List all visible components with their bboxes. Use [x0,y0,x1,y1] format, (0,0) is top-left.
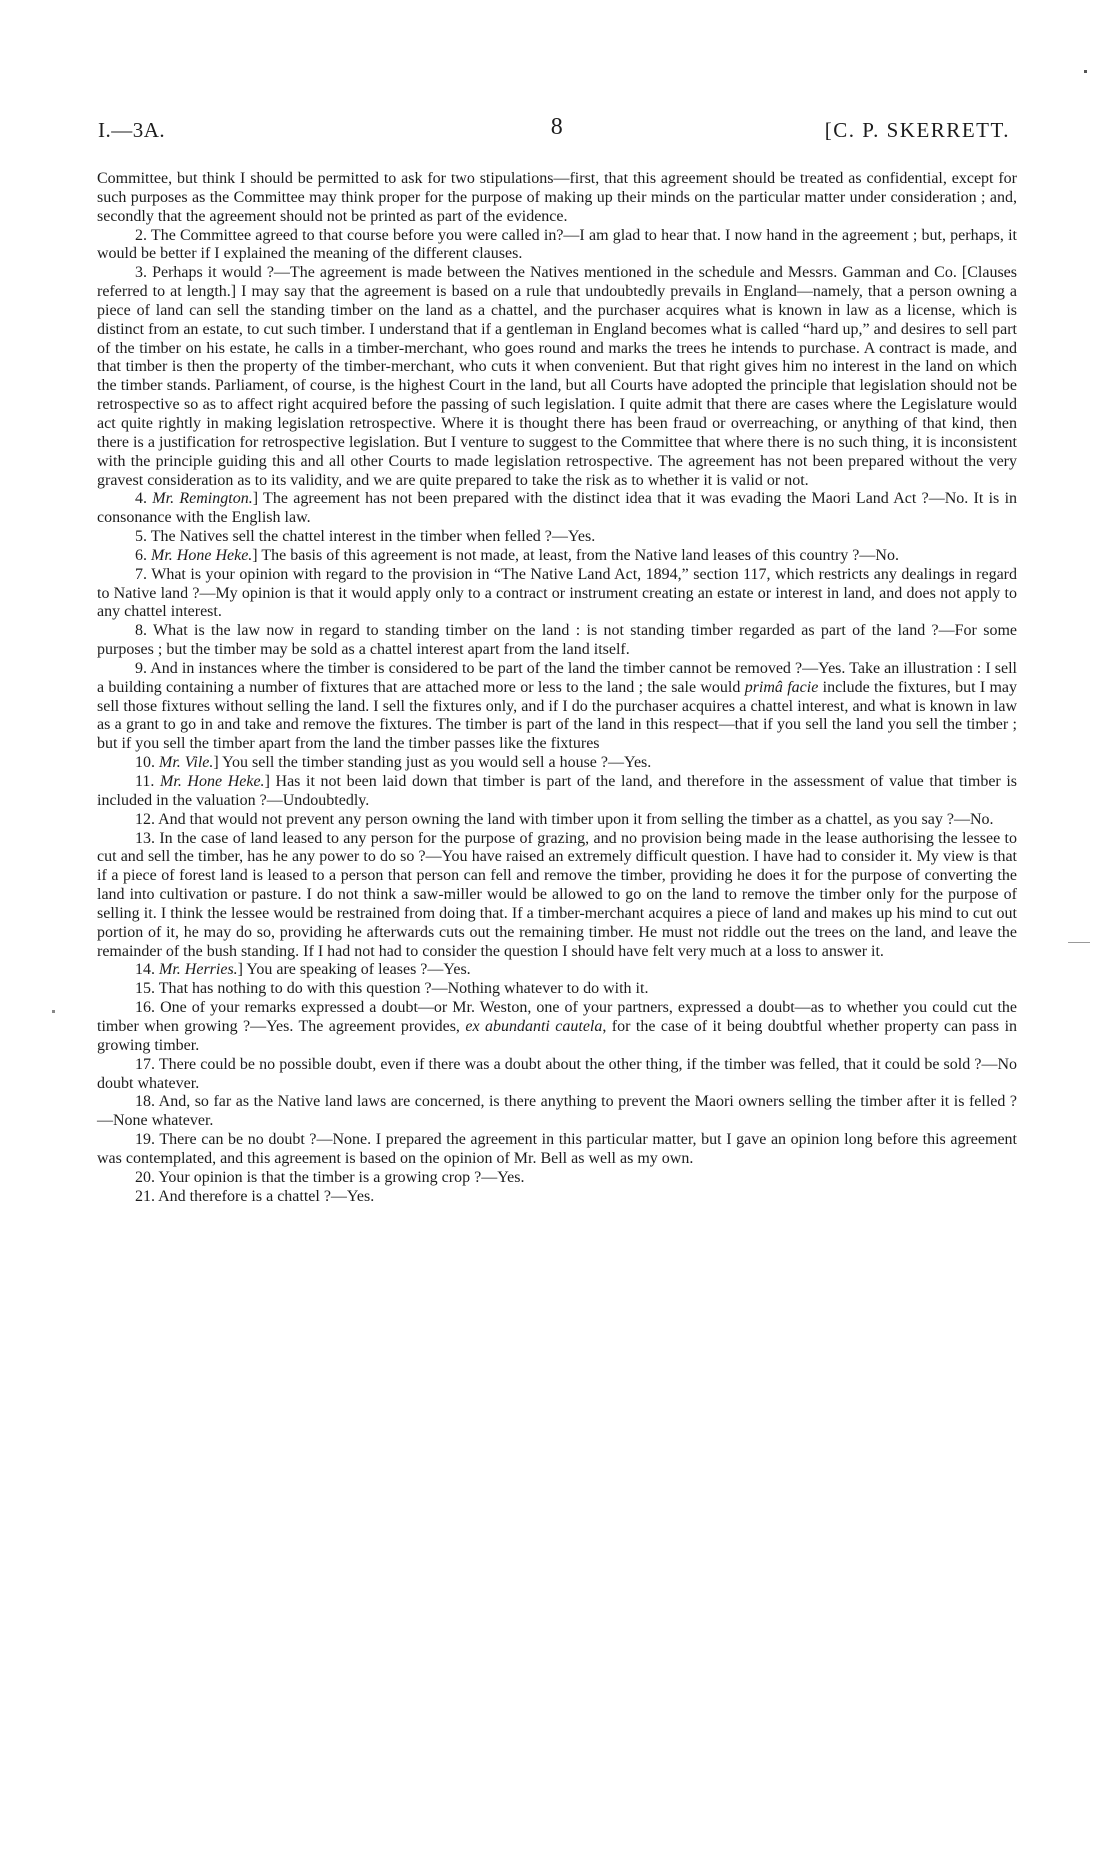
question-number: 21. [135,1187,155,1205]
paragraph-text: What is the law now in regard to standing timber on the land : is not standing timber regarded as part of the land ?—For some purposes ; but the timber may be sold as a chattel interest apart from the land itself. [97,622,1017,659]
question-number: 13. [135,829,155,847]
speaker-name: Mr. Hone Heke. [151,546,253,564]
paragraph-text: The agreement has not been prepared with the distinct idea that it was evading the Maori Land Act ?—No. It is in consonance with the English law. [97,490,1018,527]
question-number: 20. [135,1168,155,1186]
paragraph-5 [97,528,1017,547]
paragraph-18 [97,1093,1017,1131]
paragraph-text: include the fixtures, but I may sell those fixtures without selling the land. I sell the fixtures only, and if I do the purchaser acquires a chattel interest, and what is known in law as a grant to go in and take and remove the fixtures. The timber is part of the land in this respect—that if you sell the land you sell the timber ; but if you sell the timber apart from the land the timber passes like the fixtures [97,678,1017,753]
paragraph-3 [97,264,1017,490]
paragraph-2 [97,227,1017,265]
parliamentary-paper-reference: I.—3A. [98,118,166,142]
question-number: 7. [135,565,147,583]
question-number: 4. [135,490,147,508]
question-number: 10. [135,754,155,772]
paragraph-text: There could be no possible doubt, even if there was a doubt about the other thing, if the timber was felled, that it could be sold ?—No doubt whatever. [97,1055,1017,1092]
paragraph-20 [97,1169,1017,1188]
paragraph-10: 10. Mr. Vile.] You sell the timber standing just as you would sell a house ?—Yes. [135,754,652,772]
page-number: 8 [550,114,564,140]
paragraph-text: The Natives sell the chattel interest in the timber when felled ?—Yes. [150,528,596,546]
paragraph-11: 11. Mr. Hone Heke.] Has it not been laid down that timber is part of the land, and therefore in the assessment of value that timber is included in the valuation ?—Undoubtedly. [97,773,1018,809]
speaker-name: Mr. Vile. [159,754,214,772]
paragraph-text: And in instances where the timber is considered to be part of the land the timber cannot be removed ?—Yes. Take an illustration : I sell a building containing a number of fixtures that are attached more or less to the land ; the sale would [97,659,1017,696]
paragraph-21 [97,1188,1017,1207]
paragraph-8 [97,622,1017,660]
question-number: 6. [135,546,147,564]
paragraph-1 [97,170,1017,227]
paragraph-14: 14. Mr. Herries.] You are speaking of leases ?—Yes. [135,961,471,979]
paragraph-4: 4. Mr. Remington.] The agreement has not been prepared with the distinct idea that it was evading the Maori Land Act ?—No. It is in consonance with the English law. [97,490,1018,527]
margin-mark [1068,942,1090,943]
speaker-name: Mr. Hone Heke. [160,773,265,790]
paragraph-12 [97,811,1017,830]
question-number: 16. [135,999,155,1017]
paragraph-16 [97,999,1017,1056]
question-number: 5. [135,528,147,546]
question-number: 18. [135,1093,155,1111]
margin-mark [52,1010,55,1013]
question-number: 17. [135,1055,155,1073]
question-number: 9. [135,659,147,677]
paragraph-text: And therefore is a chattel ?—Yes. [158,1187,375,1205]
paragraph-text: The basis of this agreement is not made, at least, from the Native land leases of this country ?—No. [261,546,899,564]
paragraph-text: One of your remarks expressed a doubt—or Mr. Weston, one of your partners, expressed a doubt—as to whether you could cut the timber when growing ?—Yes. The agreement provides, [97,999,1017,1035]
evidence-body [97,170,1017,1206]
paragraph-text: You sell the timber standing just as you would sell a house ?—Yes. [222,754,652,772]
paragraph-text: There can be no doubt ?—None. I prepared the agreement in this particular matter, but I gave an opinion long before this agreement was contemplated, and this agreement is based on the opinion of Mr. Bell as well as my own. [97,1131,1018,1167]
paragraph-9 [97,660,1017,754]
paragraph-text: Committee, but think I should be permitted to ask for two stipulations—first, that this agreement should be treated as confidential, except for such purposes as the Committee may think proper for the purpose of making up their minds on the particular matter under consideration ; and, secondly that the agreement should not be printed as part of the evidence. [97,170,1017,225]
paragraph-19 [97,1131,1017,1169]
paragraph-text: , for the case of it being doubtful whether property can pass in growing timber. [97,1017,1018,1054]
paragraph-text: That has nothing to do with this question ?—Nothing whatever to do with it. [158,980,649,998]
question-number: 19. [135,1131,155,1149]
paragraph-text: What is your opinion with regard to the provision in “The Native Land Act, 1894,” section 117, which restricts any dealings in regard to Native land ?—My opinion is that it would apply only to a contract or instrument creating an estate or interest in land, and does not apply to any chattel interest. [97,565,1017,621]
paragraph-text: You are speaking of leases ?—Yes. [246,961,471,979]
question-number: 14. [135,961,155,979]
latin-phrase: primâ facie [744,678,819,696]
paragraph-text: And that would not prevent any person owning the land with timber upon it from selling the timber as a chattel, as you say ?—No. [158,810,994,828]
margin-mark [1084,70,1087,73]
paragraph-text: Perhaps it would ?—The agreement is made between the Natives mentioned in the schedule and Messrs. Gamman and Co. [Clauses referred to at length.] I may say that the agreement is based on a rule that undoubtedly prevails in England—namely, that a person owning a piece of land can sell the standing timber on the land as a chattel, and the purchaser acquires what is known in law as a license, which is distinct from an estate, to cut such timber. I understand that if a gentleman in England becomes what is called “hard up,” and desires to sell part of the timber on his estate, he calls in a timber-merchant, who goes round and marks the trees he intends to purchase. A contract is made, and that timber is then the property of the timber-merchant, who cuts it when convenient. But that right gives him no interest in the land on which the timber stands. Parliament, of course, is the highest Court in the land, but all Courts have adopted the principle that legislation should not be retrospective so as to affect right acquired before the passing of such legislation. I quite admit that there are cases where the Legislature would act quite rightly in making legislation retrospective. Where it is thought there has been fraud or overreaching, or anything of that kind, then there is a justification for retrospective legislation. But I venture to suggest to the Committee that where there is no such thing, it is inconsistent with the principle guiding this and all other Courts to made legislation retrospective. The agreement has not been prepared without the very gravest consideration as to its validity, and we are quite prepared to take the risk as to whether it is valid or not. [97,264,1018,489]
paragraph-6: 6. Mr. Hone Heke.] The basis of this agreement is not made, at least, from the Native land leases of this country ?—No. [135,546,899,564]
witness-name-header: [C. P. SKERRETT. [824,118,1010,142]
speaker-name: Mr. Remington. [152,490,253,508]
paragraph-text: Your opinion is that the timber is a growing crop ?—Yes. [158,1168,525,1186]
paragraph-text: In the case of land leased to any person for the purpose of grazing, and no provision being made in the lease authorising the lessee to cut and sell the timber, has he any power to do so ?—You have raised an extremely difficult question. I have had to consider it. My view is that if a piece of forest land is leased to a person that person can fell and remove the timber, providing he does it for the purpose of converting the land into cultivation or pasture. I do not think a saw-miller would be allowed to go on the land to remove the timber only for the purpose of selling it. I think the lessee would be restrained from doing that. If a timber-merchant acquires a piece of land and makes up his mind to cut out portion of it, he may do so, providing he afterwards cuts out the remaining timber. He must not riddle out the trees on the land, and leave the remainder of the bush standing. If I had not had to consider the question I should have felt very much at a loss to answer it. [97,829,1017,960]
question-number: 8. [135,622,147,640]
paragraph-text: Has it not been laid down that timber is part of the land, and therefore in the assessment of value that timber is included in the valuation ?—Undoubtedly. [97,773,1018,809]
latin-phrase: ex abundanti cautela [465,1017,603,1035]
question-number: 12. [135,810,155,828]
question-number: 3. [135,264,147,282]
question-number: 2. [135,226,147,244]
speaker-name: Mr. Herries. [159,961,238,979]
paragraph-text: And, so far as the Native land laws are concerned, is there anything to prevent the Maori owners selling the timber after it is felled ?—None whatever. [97,1093,1017,1130]
paragraph-15 [97,980,1017,999]
question-number: 15. [135,980,155,998]
paragraph-7 [97,566,1017,623]
paragraph-text: The Committee agreed to that course before you were called in?—I am glad to hear that. I now hand in the agreement ; but, perhaps, it would be better if I explained the meaning of the different clauses. [97,226,1017,263]
paragraph-17 [97,1056,1017,1094]
question-number: 11. [135,773,155,790]
paragraph-13 [97,830,1017,962]
